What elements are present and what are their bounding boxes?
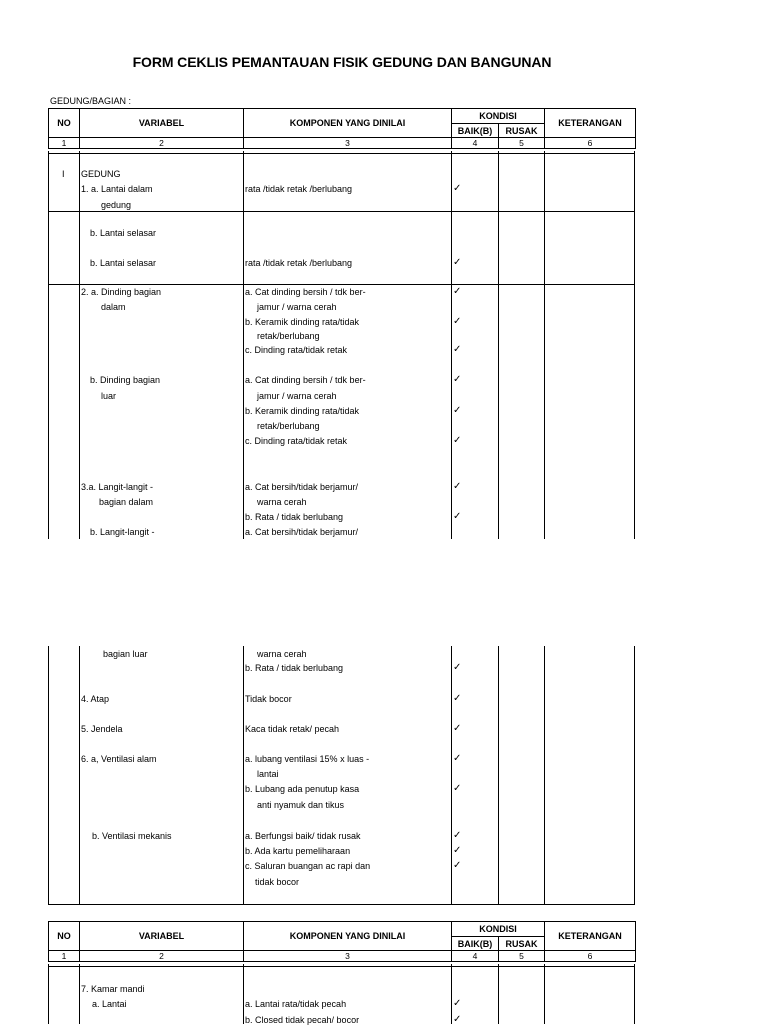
komponen-text: b. Rata / tidak berlubang (245, 512, 344, 522)
variabel-text: 6. a, Ventilasi alam (81, 754, 157, 764)
variabel-text: 1. a. Lantai dalam (81, 184, 153, 194)
col-komponen-header: KOMPONEN YANG DINILAI (244, 922, 452, 951)
col-number: 1 (49, 951, 80, 962)
checklist-body-2 (48, 646, 635, 905)
row-number: I (62, 169, 65, 179)
komponen-text: jamur / warna cerah (257, 391, 337, 401)
komponen-text: a. Cat bersih/tidak berjamur/ (245, 482, 359, 492)
check-mark-icon: ✓ (453, 845, 462, 856)
variabel-text: b. Lantai selasar (90, 258, 157, 268)
komponen-text: b. Rata / tidak berlubang (245, 663, 344, 673)
col-variabel-header: VARIABEL (80, 109, 244, 138)
komponen-text: a. Berfungsi baik/ tidak rusak (245, 831, 361, 841)
komponen-text: warna cerah (257, 649, 307, 659)
col-rusak-header: RUSAK (499, 937, 545, 951)
variabel-text: 4. Atap (81, 694, 110, 704)
check-mark-icon: ✓ (453, 1014, 462, 1025)
check-mark-icon: ✓ (453, 830, 462, 841)
komponen-text: c. Dinding rata/tidak retak (245, 345, 348, 355)
checklist-body-3 (48, 964, 635, 1024)
check-mark-icon: ✓ (453, 183, 462, 194)
komponen-text: rata /tidak retak /berlubang (245, 184, 353, 194)
check-mark-icon: ✓ (453, 753, 462, 764)
variabel-text: 3.a. Langit-langit - (81, 482, 154, 492)
check-mark-icon: ✓ (453, 723, 462, 734)
checklist-header-2 (48, 921, 636, 962)
komponen-text: b. Lubang ada penutup kasa (245, 784, 360, 794)
col-baik-header: BAIK(B) (452, 124, 499, 138)
col-number: 3 (244, 951, 452, 962)
check-mark-icon: ✓ (453, 374, 462, 385)
check-mark-icon: ✓ (453, 783, 462, 794)
page-title: FORM CEKLIS PEMANTAUAN FISIK GEDUNG DAN BANGUNAN (132, 54, 552, 70)
check-mark-icon: ✓ (453, 257, 462, 268)
variabel-text: gedung (101, 200, 132, 210)
komponen-text: anti nyamuk dan tikus (257, 800, 345, 810)
col-no-header: NO (49, 109, 80, 138)
col-komponen-header: KOMPONEN YANG DINILAI (244, 109, 452, 138)
checklist-body-1 (48, 151, 635, 539)
komponen-text: tidak bocor (255, 877, 300, 887)
variabel-text: b. Dinding bagian (90, 375, 161, 385)
komponen-text: retak/berlubang (257, 421, 320, 431)
komponen-text: rata /tidak retak /berlubang (245, 258, 353, 268)
check-mark-icon: ✓ (453, 405, 462, 416)
variabel-text: luar (101, 391, 117, 401)
komponen-text: b. Ada kartu pemeliharaan (245, 846, 351, 856)
check-mark-icon: ✓ (453, 662, 462, 673)
check-mark-icon: ✓ (453, 693, 462, 704)
checklist-header-1 (48, 108, 636, 149)
komponen-text: c. Dinding rata/tidak retak (245, 436, 348, 446)
check-mark-icon: ✓ (453, 435, 462, 446)
komponen-text: c. Saluran buangan ac rapi dan (245, 861, 371, 871)
col-number: 6 (545, 951, 636, 962)
col-baik-header: BAIK(B) (452, 937, 499, 951)
komponen-text: a. lubang ventilasi 15% x luas - (245, 754, 370, 764)
col-number: 4 (452, 951, 499, 962)
col-keterangan-header: KETERANGAN (545, 922, 636, 951)
check-mark-icon: ✓ (453, 344, 462, 355)
check-mark-icon: ✓ (453, 481, 462, 492)
col-number: 4 (452, 138, 499, 149)
col-number: 2 (80, 951, 244, 962)
variabel-text: bagian luar (103, 649, 148, 659)
check-mark-icon: ✓ (453, 316, 462, 327)
col-rusak-header: RUSAK (499, 124, 545, 138)
komponen-text: a. Cat bersih/tidak berjamur/ (245, 527, 359, 537)
building-label: GEDUNG/BAGIAN : (50, 96, 132, 106)
variabel-text: b. Lantai selasar (90, 228, 157, 238)
komponen-text: a. Cat dinding bersih / tdk ber- (245, 375, 366, 385)
col-no-header: NO (49, 922, 80, 951)
variabel-text: b. Ventilasi mekanis (92, 831, 172, 841)
komponen-text: a. Lantai rata/tidak pecah (245, 999, 347, 1009)
komponen-text: Tidak bocor (245, 694, 292, 704)
variabel-text: a. Lantai (92, 999, 127, 1009)
col-number: 5 (499, 951, 545, 962)
komponen-text: jamur / warna cerah (257, 302, 337, 312)
col-number: 6 (545, 138, 636, 149)
section-label: GEDUNG (81, 169, 121, 179)
variabel-text: dalam (101, 302, 126, 312)
variabel-text: 7. Kamar mandi (81, 984, 145, 994)
check-mark-icon: ✓ (453, 511, 462, 522)
variabel-text: 5. Jendela (81, 724, 123, 734)
komponen-text: b. Keramik dinding rata/tidak (245, 317, 360, 327)
check-mark-icon: ✓ (453, 998, 462, 1009)
komponen-text: b. Closed tidak pecah/ bocor (245, 1015, 360, 1025)
komponen-text: Kaca tidak retak/ pecah (245, 724, 340, 734)
col-kondisi-header: KONDISI (452, 109, 545, 124)
col-kondisi-header: KONDISI (452, 922, 545, 937)
komponen-text: b. Keramik dinding rata/tidak (245, 406, 360, 416)
komponen-text: retak/berlubang (257, 331, 320, 341)
komponen-text: a. Cat dinding bersih / tdk ber- (245, 287, 366, 297)
col-variabel-header: VARIABEL (80, 922, 244, 951)
check-mark-icon: ✓ (453, 860, 462, 871)
variabel-text: bagian dalam (99, 497, 154, 507)
col-number: 5 (499, 138, 545, 149)
col-number: 1 (49, 138, 80, 149)
col-number: 3 (244, 138, 452, 149)
variabel-text: b. Langit-langit - (90, 527, 155, 537)
variabel-text: 2. a. Dinding bagian (81, 287, 162, 297)
col-keterangan-header: KETERANGAN (545, 109, 636, 138)
col-number: 2 (80, 138, 244, 149)
komponen-text: lantai (257, 769, 279, 779)
komponen-text: warna cerah (257, 497, 307, 507)
check-mark-icon: ✓ (453, 286, 462, 297)
